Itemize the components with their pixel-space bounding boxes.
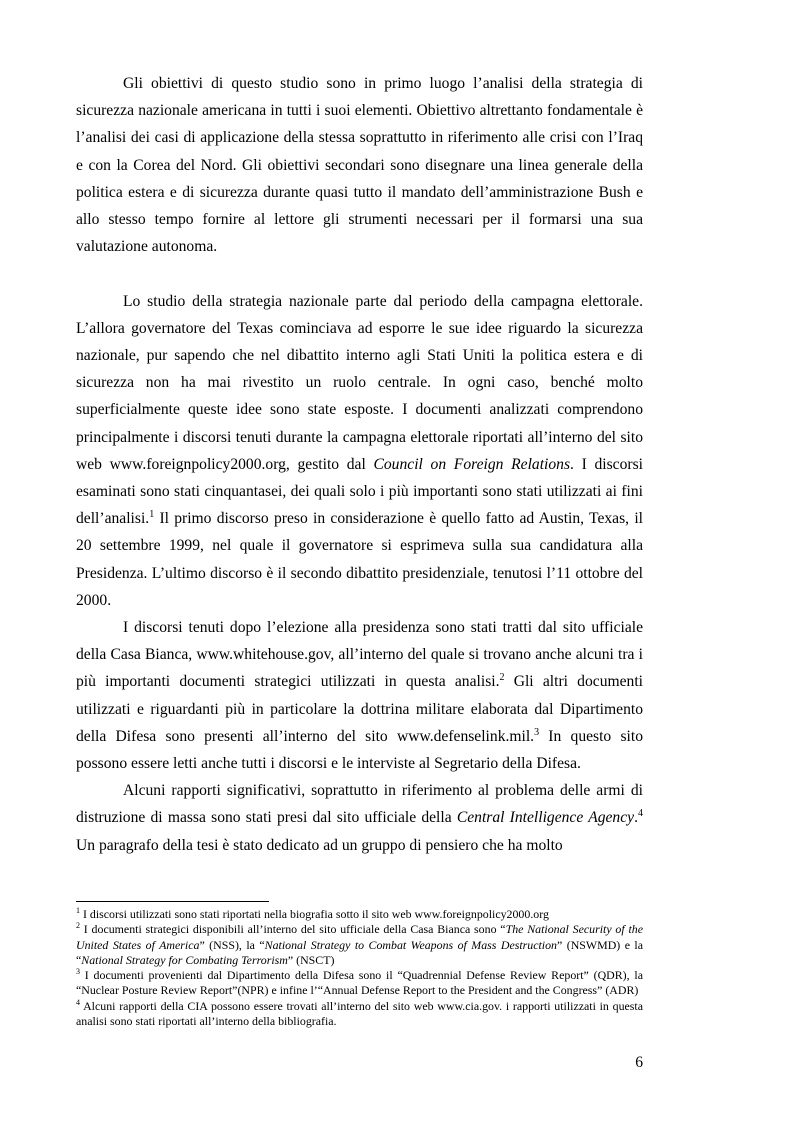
footnote-3 (76, 968, 643, 999)
council-on-foreign-relations: Council on Foreign Relations (373, 455, 571, 473)
footnote-1-text: I discorsi utilizzati sono stati riportati nella biografia sotto il sito web www.foreignpolicy2000.org (80, 907, 549, 921)
footnote-1-number: 1 (76, 906, 80, 915)
footnote-2 (76, 922, 643, 968)
body-text (76, 70, 643, 859)
paragraph-cia-text-b: . (634, 809, 638, 827)
footnote-ref-1: 1 (149, 509, 155, 521)
paragraph-cia-reports (76, 777, 643, 859)
footnote-2-title-nswmd: National Strategy to Combat Weapons of Mass Destruction (264, 937, 558, 952)
footnote-ref-3: 3 (534, 726, 540, 738)
footnote-ref-2: 2 (499, 672, 505, 684)
paragraph-cia-text-c: Un paragrafo della tesi è stato dedicato ad un gruppo di pensiero che ha molto (76, 836, 563, 854)
paragraph-presidency-sources (76, 614, 643, 777)
page-number: 6 (635, 1054, 643, 1071)
footnote-3-number: 3 (76, 967, 80, 977)
paragraph-presidency-text-b: Gli altri documenti utilizzati e riguardanti più in particolare la dottrina militare elaborata dal Dipartimento della Difesa sono presenti all’interno del sito www.defenselink.mil. (76, 673, 644, 745)
footnote-2-text-b: ” (NSS), la “ (199, 937, 265, 952)
paragraph-campaign-text-a: Lo studio della strategia nazionale parte dal periodo della campagna elettorale. L’allora governatore del Texas cominciava ad esporre le sue idee riguardo la sicurezza nazionale, pur sapendo che nel dibattito interno agli Stati Uniti la politica estera e di sicurezza non ha mai rivestito un ruolo centrale. In ogni caso, benché molto superficialmente queste idee sono state esposte. I documenti analizzati comprendono principalmente i discorsi tenuti durante la campagna elettorale riportati all’interno del sito web www.foreignpolicy2000.org, gestito dal (76, 292, 643, 473)
footnote-2-title-nsct: National Strategy for Combating Terrorism (81, 952, 288, 967)
footnote-separator (76, 901, 269, 902)
paragraph-cia-text-a: Alcuni rapporti significativi, soprattutto in riferimento al problema delle armi di distruzione di massa sono stati presi dal sito ufficiale della (76, 782, 643, 827)
footnote-ref-4: 4 (637, 808, 643, 820)
paragraph-campaign-sources (76, 288, 643, 614)
paragraph-presidency-text-c: In questo sito possono essere letti anche tutti i discorsi e le interviste al Segretario della Difesa. (76, 727, 643, 773)
footnote-2-text-a: I documenti strategici disponibili all’interno del sito ufficiale della Casa Bianca sono “ (80, 922, 506, 937)
footnote-4-text: Alcuni rapporti della CIA possono essere trovati all’interno del sito web www.cia.gov. i rapporti utilizzati in questa analisi sono stati riportati all’interno della bibliografia. (76, 998, 643, 1029)
footnote-2-text-c: ” (NSWMD) e la “ (76, 937, 644, 967)
paragraph-presidency-text-a: I discorsi tenuti dopo l’elezione alla presidenza sono stati tratti dal sito ufficiale della Casa Bianca, www.whitehouse.gov, all’interno del quale si trovano anche alcuni tra i più importanti documenti strategici utilizzati in questa analisi. (76, 619, 643, 691)
footnote-3-text: I documenti provenienti dal Dipartimento della Difesa sono il “Quadrennial Defense Review Report” (QDR), la “Nuclear Posture Review Report”(NPR) e infine l’“Annual Defense Report to the President and the Congress” (ADR) (76, 968, 643, 998)
footnote-1 (76, 907, 643, 922)
paragraph-objectives (76, 70, 643, 260)
footnote-4 (76, 999, 643, 1030)
central-intelligence-agency: Central Intelligence Agency (456, 809, 635, 827)
footnotes (76, 907, 643, 1029)
paragraph-objectives-text: Gli obiettivi di questo studio sono in primo luogo l’analisi della strategia di sicurezza nazionale americana in tutti i suoi elementi. Obiettivo altrettanto fondamentale è l’analisi dei casi di applicazione della stessa soprattutto in riferimento alle crisi con l’Iraq e con la Corea del Nord. Gli obiettivi secondari sono disegnare una linea generale della politica estera e di sicurezza durante quasi tutto il mandato dell’amministrazione Bush e allo stesso tempo fornire al lettore gli strumenti necessari per il formarsi una sua valutazione autonoma. (76, 75, 643, 256)
footnote-2-text-d: ” (NSCT) (287, 952, 335, 967)
footnote-2-title-nss: The National Security of the United States of America (76, 922, 643, 952)
footnote-2-number: 2 (76, 921, 80, 931)
footnote-4-number: 4 (76, 997, 80, 1007)
paragraph-campaign-text-c: Il primo discorso preso in considerazione è quello fatto ad Austin, Texas, il 20 settembre 1999, nel quale il governatore si esprimeva sulla sua candidatura alla Presidenza. L’ultimo discorso è il secondo dibattito presidenziale, tenutosi l’11 ottobre del 2000. (76, 510, 643, 609)
paragraph-campaign-text-b: . I discorsi esaminati sono stati cinquantasei, dei quali solo i più importanti sono stati utilizzati ai fini dell’analisi. (76, 455, 643, 528)
